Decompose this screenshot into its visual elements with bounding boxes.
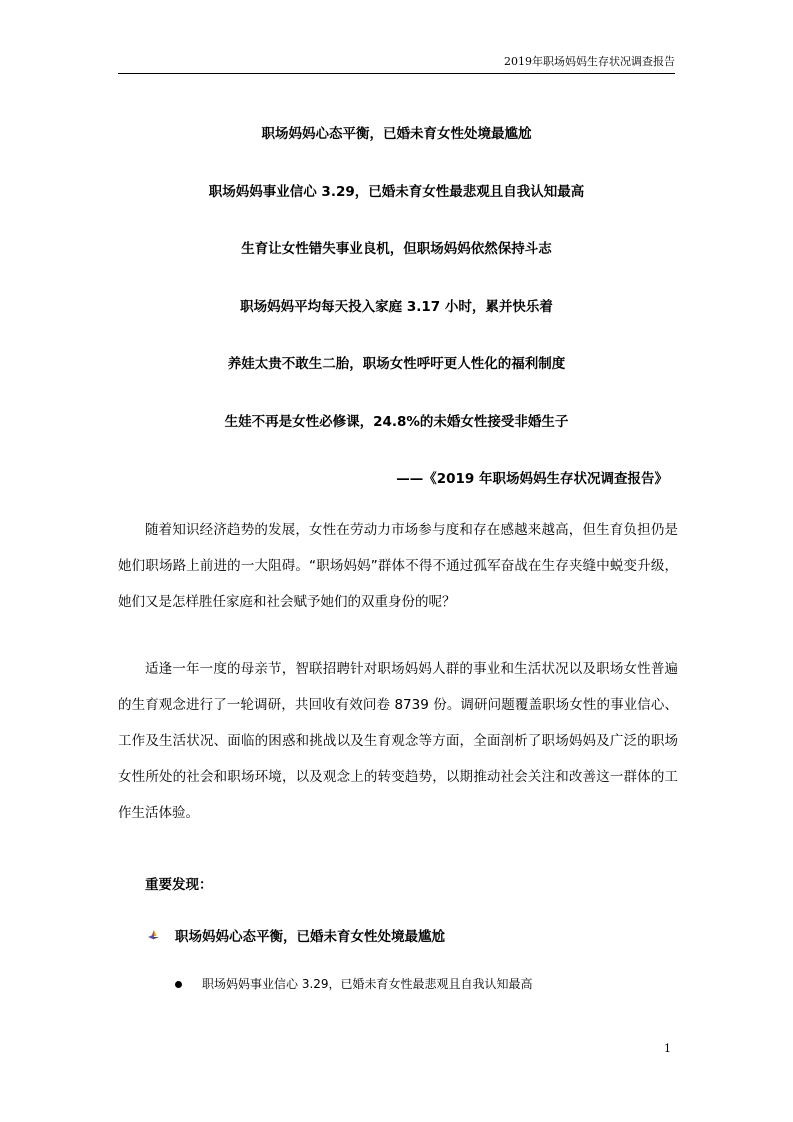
findings-heading: 重要发现：	[145, 877, 213, 893]
sub-item-text: 职场妈妈事业信心 3.29，已婚未育女性最悲观且自我认知最高	[202, 977, 533, 991]
header-title: 2019年职场妈妈生存状况调查报告	[504, 55, 675, 68]
four-color-arrow-bullet-icon	[147, 930, 161, 944]
finding-text: 职场妈妈心态平衡，已婚未育女性处境最尴尬	[175, 929, 445, 945]
sub-item	[175, 975, 533, 993]
headline-4: 职场妈妈平均每天投入家庭 3.17 小时，累并快乐着	[240, 299, 553, 315]
intro-paragraph: 随着知识经济趋势的发展，女性在劳动力市场参与度和存在感越来越高，但生育负担仍是她们职场路上前进的一大阻碍。“职场妈妈”群体不得不通过孤军奋战在生存夹缝中蜕变升级，她们又是怎样胜任家庭和社会赋予她们的双重身份的呢？	[118, 522, 678, 610]
headline-3: 生育让女性错失事业良机，但职场妈妈依然保持斗志	[241, 241, 552, 257]
headline-5: 养娃太贵不敢生二胎，职场女性呼吁更人性化的福利制度	[227, 356, 566, 372]
headline-2: 职场妈妈事业信心 3.29，已婚未育女性最悲观且自我认知最高	[208, 184, 585, 200]
page-number: 1	[664, 1042, 671, 1055]
bullet-dot-icon	[175, 981, 182, 988]
survey-paragraph: 适逢一年一度的母亲节，智联招聘针对职场妈妈人群的事业和生活状况以及职场女性普遍的生育观念进行了一轮调研，共回收有效问卷 8739 份。调研问题覆盖职场女性的事业信心、工作及生活状况、面临的困惑和挑战以及生育观念等方面，全面剖析了职场妈妈及广泛的职场女性所处的社会和职场环境，以及观念上的转变趋势，以期推动社会关注和改善这一群体的工作生活体验。	[118, 661, 678, 821]
page-header	[118, 55, 675, 74]
headline-1: 职场妈妈心态平衡，已婚未育女性处境最尴尬	[261, 126, 532, 142]
headline-6: 生娃不再是女性必修课，24.8%的未婚女性接受非婚生子	[224, 414, 569, 430]
report-attribution: ——《2019 年职场妈妈生存状况调查报告》	[396, 471, 668, 487]
finding-item	[147, 928, 445, 946]
